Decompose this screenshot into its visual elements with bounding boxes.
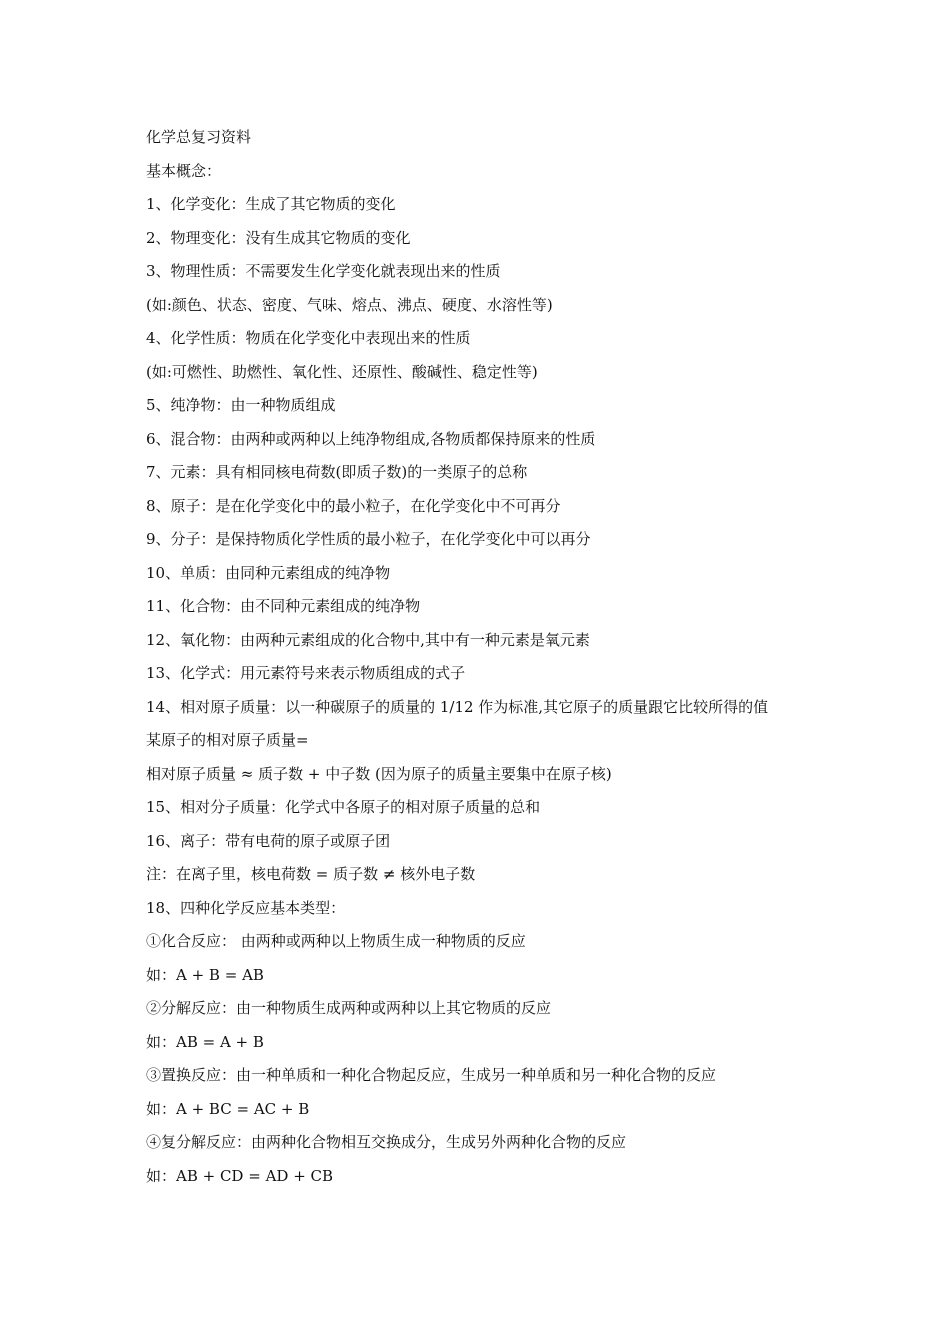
text-line: 如：AB = A + B (146, 1032, 264, 1051)
text-line: 如：A + BC = AC + B (146, 1099, 310, 1118)
text-line: 注：在离子里，核电荷数 = 质子数 ≠ 核外电子数 (146, 865, 476, 883)
text-line: (如:可燃性、助燃性、氧化性、还原性、酸碱性、稳定性等) (146, 362, 538, 381)
section-heading: 基本概念： (146, 161, 222, 180)
text-line: 10、单质：由同种元素组成的纯净物 (146, 563, 391, 582)
text-line: 9、分子：是保持物质化学性质的最小粒子，在化学变化中可以再分 (146, 530, 591, 548)
text-line: 相对原子质量 ≈ 质子数 + 中子数 (因为原子的质量主要集中在原子核) (146, 764, 612, 783)
text-line: 3、物理性质：不需要发生化学变化就表现出来的性质 (146, 262, 501, 280)
text-line: ①化合反应： 由两种或两种以上物质生成一种物质的反应 (146, 932, 526, 950)
text-line: 16、离子：带有电荷的原子或原子团 (146, 831, 391, 850)
document-body (146, 121, 826, 1193)
document-title: 化学总复习资料 (146, 128, 252, 146)
text-line: 11、化合物：由不同种元素组成的纯净物 (146, 597, 421, 615)
text-line: 如：A + B = AB (146, 965, 264, 984)
text-line: 15、相对分子质量：化学式中各原子的相对原子质量的总和 (146, 798, 541, 816)
text-line: 5、纯净物：由一种物质组成 (146, 396, 336, 414)
text-line: (如:颜色、状态、密度、气味、熔点、沸点、硬度、水溶性等) (146, 295, 553, 314)
text-line: 7、元素：具有相同核电荷数(即质子数)的一类原子的总称 (146, 463, 528, 481)
text-line: 如：AB + CD = AD + CB (146, 1166, 334, 1185)
text-line: 18、四种化学反应基本类型： (146, 898, 346, 917)
text-line: 4、化学性质：物质在化学变化中表现出来的性质 (146, 329, 471, 347)
text-line: 2、物理变化：没有生成其它物质的变化 (146, 228, 411, 247)
text-line-wrapped: 14、相对原子质量：以一种碳原子的质量的 1/12 作为标准,其它原子的质量跟它比较所得的值 (146, 697, 769, 716)
text-line: 12、氧化物：由两种元素组成的化合物中,其中有一种元素是氧元素 (146, 630, 590, 649)
text-line: ②分解反应：由一种物质生成两种或两种以上其它物质的反应 (146, 999, 552, 1017)
text-line: 6、混合物：由两种或两种以上纯净物组成,各物质都保持原来的性质 (146, 429, 596, 448)
text-line: 13、化学式：用元素符号来表示物质组成的式子 (146, 664, 466, 682)
text-line: 某原子的相对原子质量= (146, 731, 309, 749)
text-line: ④复分解反应：由两种化合物相互交换成分，生成另外两种化合物的反应 (146, 1133, 627, 1151)
text-line: 1、化学变化：生成了其它物质的变化 (146, 195, 396, 213)
text-line: 8、原子：是在化学变化中的最小粒子，在化学变化中不可再分 (146, 496, 561, 515)
text-line: ③置换反应：由一种单质和一种化合物起反应，生成另一种单质和另一种化合物的反应 (146, 1066, 717, 1084)
